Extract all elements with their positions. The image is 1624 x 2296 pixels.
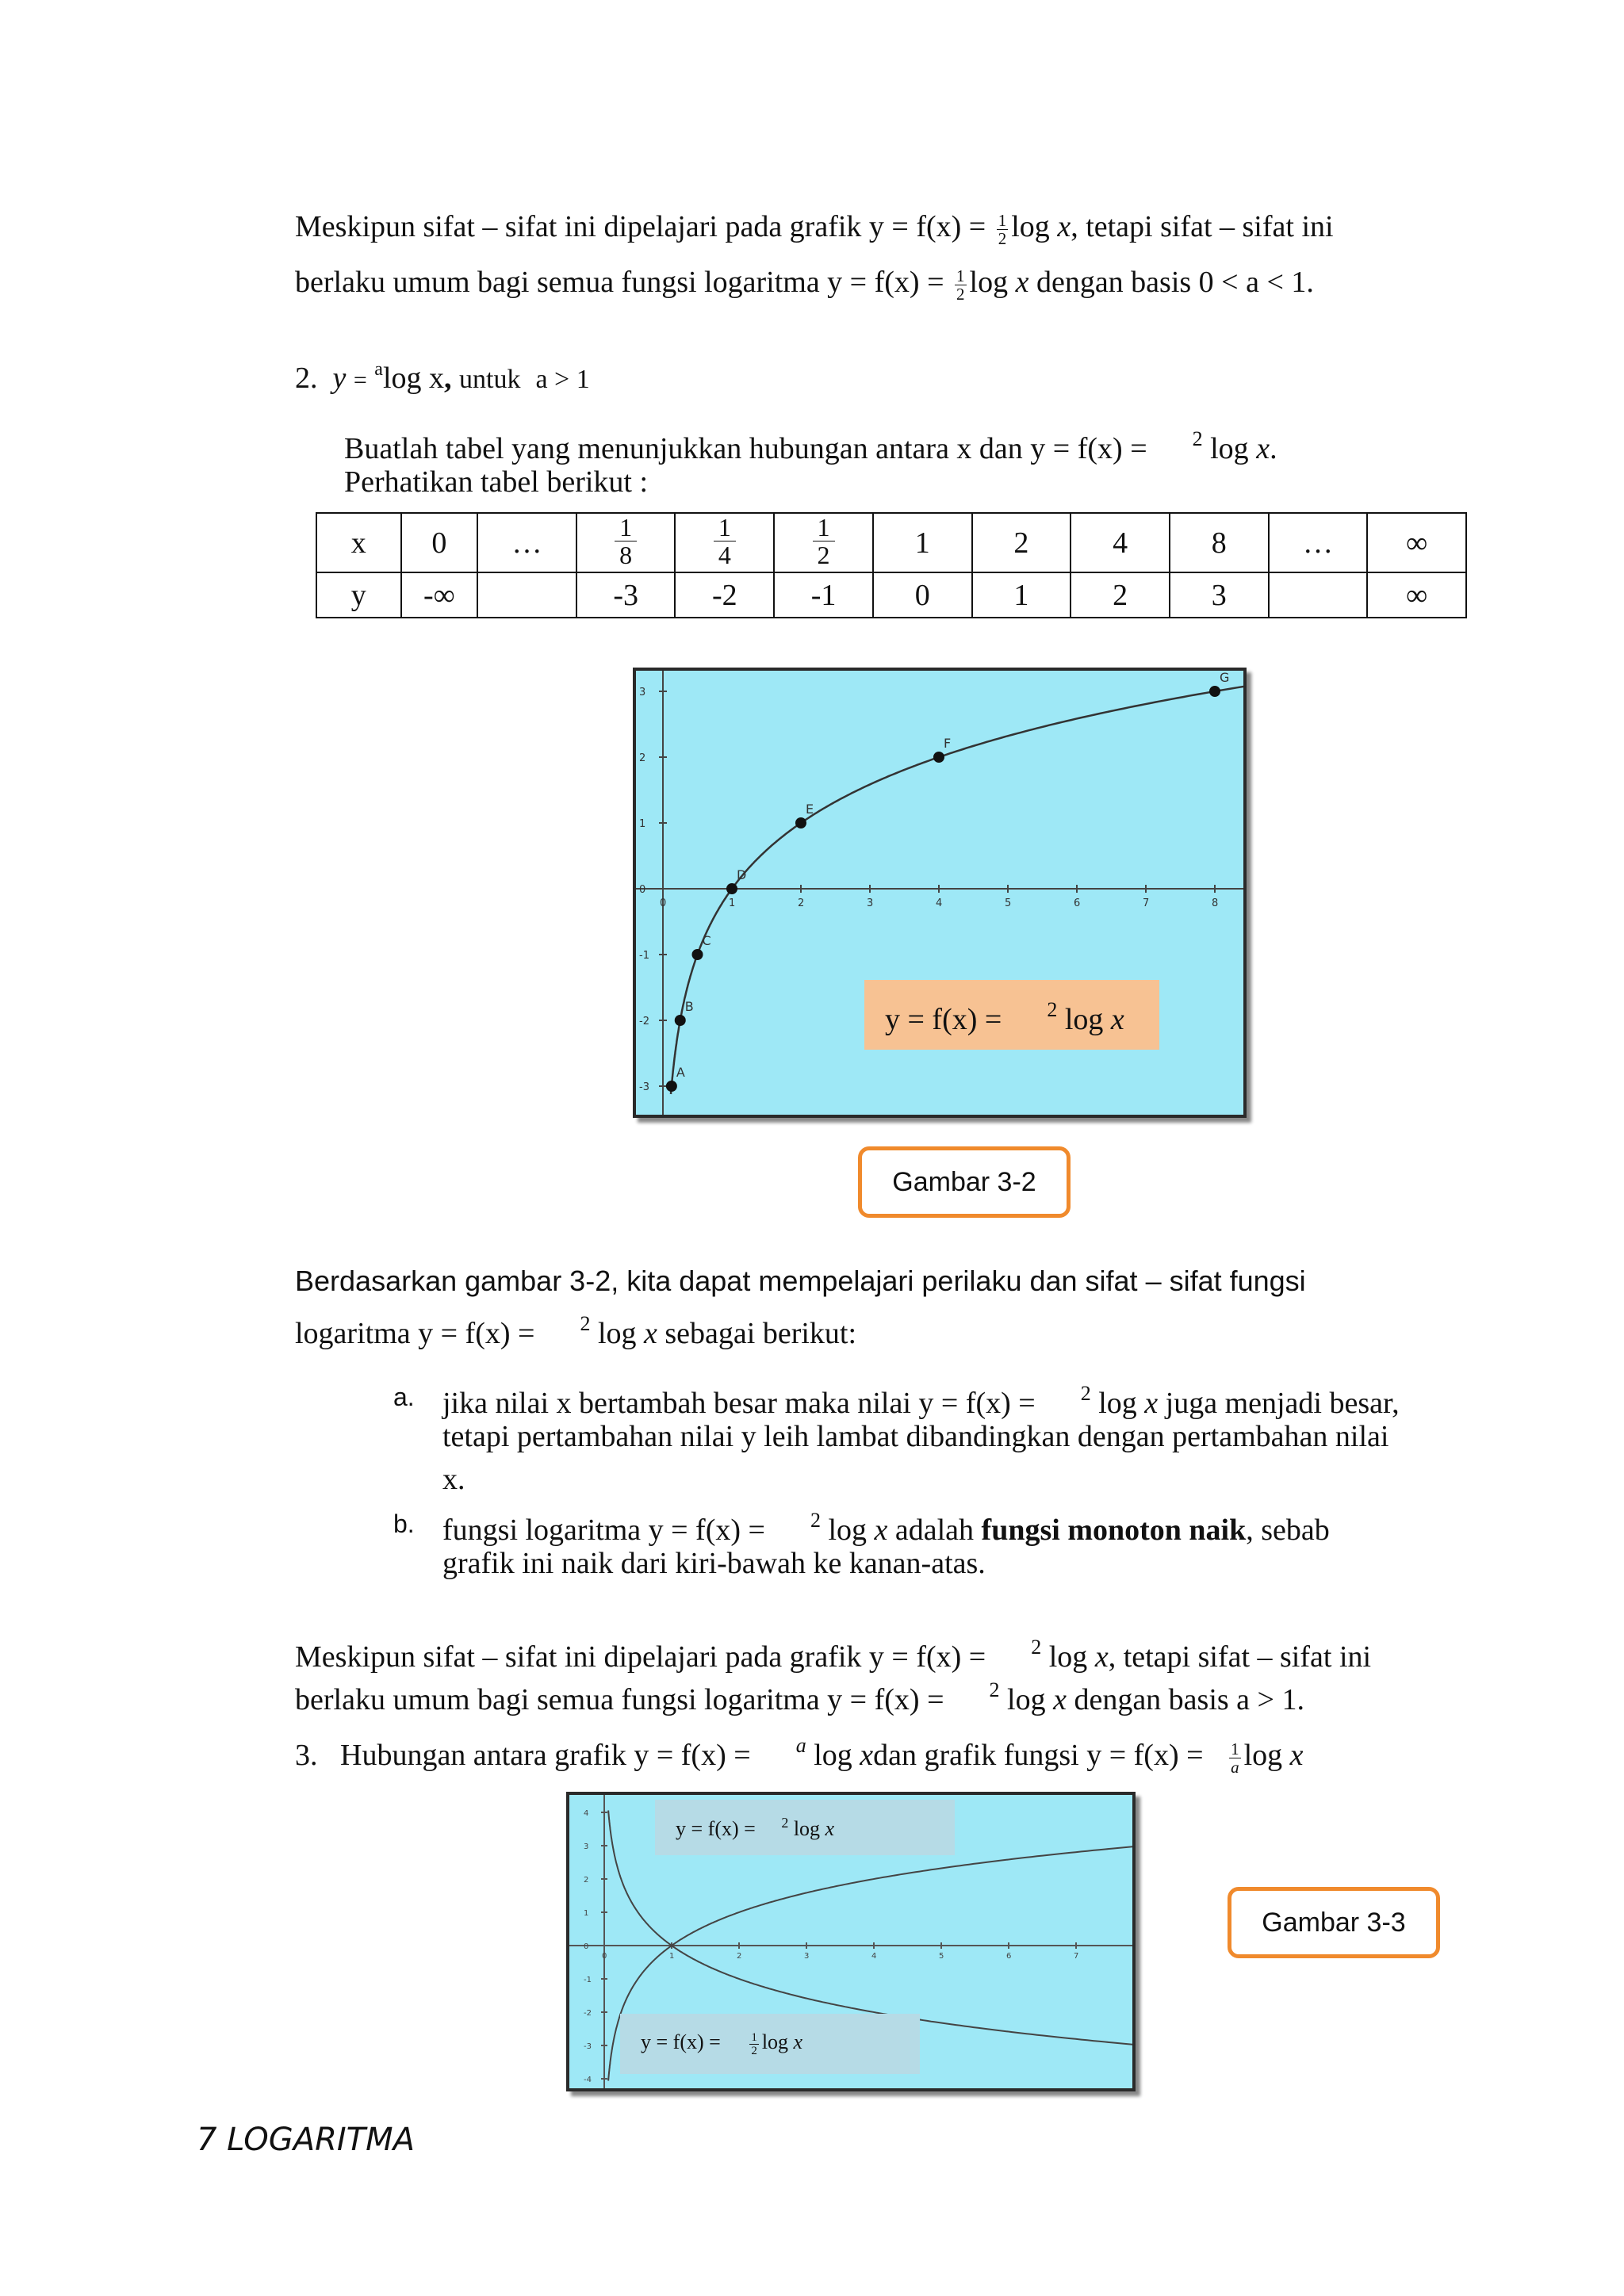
x-tick-label: 4 xyxy=(936,897,943,909)
log2-graph xyxy=(633,668,1247,1118)
caption-gambar-3-3: Gambar 3-3 xyxy=(1228,1887,1440,1958)
list-b-line2: grafik ini naik dari kiri-bawah ke kanan-atas. xyxy=(442,1547,986,1580)
table-cell-x: ∞ xyxy=(1367,513,1466,572)
table-row-y xyxy=(316,572,1466,618)
table-cell-x: 8 xyxy=(1170,513,1269,572)
y-tick-label: -1 xyxy=(639,950,649,962)
table-cell-x: 4 xyxy=(1071,513,1170,572)
table-cell-x: 1 xyxy=(873,513,972,572)
para1-line1: Meskipun sifat – sifat ini dipelajari pada grafik y = f(x) = $\frac{1}{2}$ log x, tetapi sifat – sifat ini xyxy=(295,210,1334,248)
list-a-line1: jika nilai x bertambah besar maka nilai y = f(x) = $^2$ log x juga menjadi besar, xyxy=(442,1382,1400,1420)
point-B xyxy=(675,1015,686,1026)
y-tick-label: -4 xyxy=(584,2076,592,2084)
table-cell-y xyxy=(477,572,576,618)
x-tick-label: 2 xyxy=(737,1952,742,1961)
table-header-x: x xyxy=(316,513,401,572)
table-row-x xyxy=(316,513,1466,572)
table-cell-x: 2 xyxy=(972,513,1071,572)
table-cell-x: … xyxy=(477,513,576,572)
table-cell-x: $\frac{1}{4}$ xyxy=(675,513,774,572)
list-marker-a: a. xyxy=(393,1383,415,1411)
y-tick-label: -2 xyxy=(639,1016,649,1027)
point-A xyxy=(666,1081,677,1092)
fraction-half: $\frac{1}{2}$ xyxy=(956,266,965,304)
x-tick-label: 7 xyxy=(1074,1952,1079,1961)
y-tick-label: 3 xyxy=(584,1843,589,1851)
y-tick-label: 1 xyxy=(639,818,646,830)
point-D xyxy=(726,883,737,894)
xy-table xyxy=(316,512,1467,618)
list-a-line3: x. xyxy=(442,1463,465,1496)
x-tick-label: 6 xyxy=(1074,897,1081,909)
table-cell-y: -3 xyxy=(576,572,676,618)
caption-gambar-3-2: Gambar 3-2 xyxy=(858,1146,1071,1218)
y-tick-label: -2 xyxy=(584,2009,592,2018)
para1-line2: berlaku umum bagi semua fungsi logaritma y = f(x) = $\frac{1}{2}$ log x dengan basis 0 < a < 1. xyxy=(295,266,1314,304)
y-tick-label: 2 xyxy=(639,752,646,764)
list-marker-b: b. xyxy=(393,1510,415,1538)
table-cell-y: 3 xyxy=(1170,572,1269,618)
section3-heading: 3. Hubungan antara grafik y = f(x) = $^a$ log xdan grafik fungsi y = f(x) = $\frac{1}{a}$ log x xyxy=(295,1734,1304,1777)
y-tick-label: 1 xyxy=(584,1909,589,1918)
point-label: G xyxy=(1220,671,1230,685)
y-tick-label: -1 xyxy=(584,1976,592,1984)
y-tick-label: 3 xyxy=(639,687,646,698)
x-tick-label: 5 xyxy=(1005,897,1012,909)
point-label: E xyxy=(806,802,814,817)
log-comparison-graph xyxy=(566,1792,1136,2091)
point-label: C xyxy=(702,933,711,948)
y-tick-label: -3 xyxy=(639,1081,649,1093)
table-cell-y: 0 xyxy=(873,572,972,618)
section2-heading: 2. y = $^a$log x, untuk a > 1 xyxy=(295,359,590,395)
list-a-line2: tetapi pertambahan nilai y leih lambat dibandingkan dengan pertambahan nilai xyxy=(442,1420,1389,1453)
x-tick-label: 8 xyxy=(1212,897,1219,909)
fraction-half: $\frac{1}{2}$ xyxy=(998,210,1007,248)
section2-intro2: Perhatikan tabel berikut : xyxy=(344,465,649,499)
x-tick-label: 5 xyxy=(939,1952,944,1961)
fraction-one-over-a: $\frac{1}{a}$ xyxy=(1231,1739,1239,1777)
table-cell-x: 0 xyxy=(401,513,478,572)
x-tick-label: 1 xyxy=(729,897,736,909)
x-tick-label: 3 xyxy=(867,897,874,909)
point-label: D xyxy=(737,867,747,882)
table-cell-y: 2 xyxy=(1071,572,1170,618)
table-header-y: y xyxy=(316,572,401,618)
table-cell-y xyxy=(1269,572,1368,618)
point-C xyxy=(692,949,703,960)
y-tick-label: 0 xyxy=(639,884,646,896)
point-G xyxy=(1209,686,1220,697)
page-footer: 7 LOGARITMA xyxy=(197,2122,415,2158)
point-label: F xyxy=(944,736,952,751)
y-tick-label: 4 xyxy=(584,1809,589,1818)
table-cell-y: -∞ xyxy=(401,572,478,618)
x-tick-label: 1 xyxy=(669,1952,675,1961)
x-tick-label: 6 xyxy=(1006,1952,1012,1961)
para3-line1: Meskipun sifat – sifat ini dipelajari pada grafik y = f(x) = $^2$ log x, tetapi sifat – sifat ini xyxy=(295,1636,1372,1674)
x-tick-label: 7 xyxy=(1143,897,1150,909)
x-tick-label: 0 xyxy=(660,897,667,909)
para3-line2: berlaku umum bagi semua fungsi logaritma y = f(x) = $^2$ log x dengan basis a > 1. xyxy=(295,1678,1304,1716)
table-cell-x: … xyxy=(1269,513,1368,572)
x-tick-label: 3 xyxy=(804,1952,810,1961)
fraction-half: $\frac{1}{2}$ xyxy=(751,2030,757,2057)
point-F xyxy=(933,752,944,763)
section2-intro: Buatlah tabel yang menunjukkan hubungan antara x dan y = f(x) = $^2$ log x. xyxy=(344,427,1277,465)
y-tick-label: 0 xyxy=(584,1942,589,1951)
table-cell-x: $\frac{1}{2}$ xyxy=(774,513,873,572)
para2-line2: logaritma y = f(x) = $^2$ log x sebagai berikut: xyxy=(295,1312,857,1350)
y-tick-label: -3 xyxy=(584,2042,592,2051)
para2-line1: Berdasarkan gambar 3-2, kita dapat mempelajari perilaku dan sifat – sifat fungsi xyxy=(295,1265,1306,1297)
point-label: B xyxy=(684,999,694,1014)
graph1-function-label: y = f(x) = $^2$ log x xyxy=(864,980,1159,1050)
graph2-label-log2: y = f(x) = $^2$ log x xyxy=(655,1800,955,1855)
x-tick-label: 0 xyxy=(602,1952,607,1961)
list-b-line1: fungsi logaritma y = f(x) = $^2$ log x adalah fungsi monoton naik, sebab xyxy=(442,1509,1330,1547)
graph2-label-log-half: y = f(x) = $\frac{1}{2}$ log x xyxy=(620,2014,920,2074)
table-cell-y: 1 xyxy=(972,572,1071,618)
y-tick-label: 2 xyxy=(584,1876,589,1885)
table-cell-x: $\frac{1}{8}$ xyxy=(576,513,676,572)
table-cell-y: ∞ xyxy=(1367,572,1466,618)
x-tick-label: 4 xyxy=(871,1952,877,1961)
table-cell-y: -2 xyxy=(675,572,774,618)
point-label: A xyxy=(676,1065,685,1080)
table-cell-y: -1 xyxy=(774,572,873,618)
point-E xyxy=(795,817,806,828)
x-tick-label: 2 xyxy=(798,897,805,909)
